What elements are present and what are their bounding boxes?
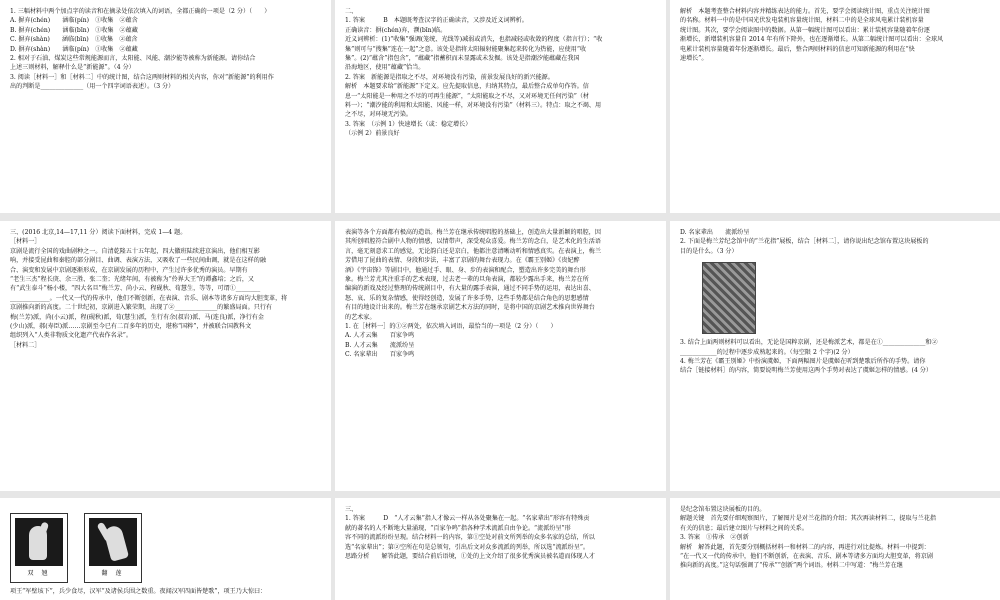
text-line: 芳借用了昆曲的表情、身段和步法，丰富了京剧的舞台表现力。在《霸王别姬》《贵妃醉	[345, 257, 580, 265]
text-line: 酒》《宇宙锋》等剧目中，他通过手、眼、身、步的表演和配合，塑造出许多完美的舞台形	[345, 266, 586, 274]
text-line: _____________。一代又一代的传承中，他们不断创新，在表演、音乐、剧本等诸多方面均大胆变革，将	[10, 294, 288, 302]
text-line: D. 名家辈出 流派纷呈	[680, 229, 750, 236]
text-line: 3. 阅读［材料一］和［材料二］中的统计图，结合这两则材料的相关内容，你对“新能源”的利用作	[10, 73, 274, 81]
text-line: 的艺术家。	[345, 313, 376, 321]
text-line: 有目的地设计出来的。梅兰芳在继承京剧艺术方法的同时，是将中国的京剧艺术推向世界舞台	[345, 304, 595, 312]
text-line: 2. 相对于石油、煤炭这些常规能源而言，太阳能、风能、潮汐能等被称为新能源。请你结合	[10, 55, 256, 63]
text-line: 有“武生泰斗”杨小楼，“四大名旦”梅兰芳、尚小云、程砚秋、荀慧生，等等，可谓①________	[10, 285, 261, 293]
page-5[interactable]	[335, 221, 666, 491]
text-line: 正确读音：摒(chén)弃，濒(bīn)临。	[345, 26, 447, 34]
text-line: B. 人才云集 流派纷呈	[345, 341, 415, 349]
text-line: 三、	[345, 506, 358, 513]
text-line: 目的是什么。（3 分）	[680, 247, 738, 255]
text-line: 怒、哀、乐的复杂情感，使得经创造，发展了许多手势，这些手势都是结合角色的思想感情	[345, 294, 589, 302]
text-line: B. 摒弃(chén) 涵临(bīn) ①收集 ②蕴藏	[10, 26, 138, 34]
text-line: 电累计装机容量随着年份逐渐增长。最后，整合两则材料的信息可知新能源的利用在“快	[680, 45, 915, 53]
text-line: 1. 三幅材料中两个加点字的读音和在摘录处依次填入的词语，全都正确的一项是（2 分）（ ）	[10, 8, 271, 15]
text-line: 1. 答案 B 本题既考查汉字的正确读音，又涉及近义词辨析。	[345, 17, 528, 25]
text-line: 的名称。材料一中的是中国光伏发电装机容量统计图，材料二中的是全球风电累计装机容量	[680, 17, 924, 25]
text-line: 项王“军壁垓下”，兵少食尽，汉军“及诸侯兵围之数重。夜闻汉军四面皆楚歌”，项王乃大惊曰：	[10, 588, 267, 595]
text-line: 言，毫无刻意求工的感觉，无论韵白还是京白，他都注意清晰动听和情感真实。在表演上，梅兰	[345, 247, 601, 255]
text-line: 沿海地区，使用“蕴藏”恰当。	[345, 64, 425, 72]
text-line: 统计图。其次，要学会阅读图中的数据。从第一幅统计图可以看出：累计装机容量随着年份逐	[680, 26, 930, 34]
page-7[interactable]	[0, 498, 331, 600]
page-6-text-top	[680, 228, 990, 256]
text-line: 京剧推向新的高度。二十世纪初，京剧进入繁荣期，出现了②______________的繁盛局面。只行有	[10, 304, 273, 312]
text-line: D. 摒弃(shàn) 涵临(pín) ①收集 ②蕴藏	[10, 45, 138, 53]
text-line: 解析 本题要求给“新能源”下定义。应先提取信息，归纳其特点，最后整合成单句作答。信	[345, 83, 589, 91]
text-line: 结合［链接材料］的内容，简要说明梅兰芳使用这两个手势对表达了虞姬怎样的情感。(4 分）	[680, 367, 932, 375]
text-line: 近义词辨析：(1)“收集”强调(笼统、光线等)减弱或消失，也指减轻或收敛的程度（指言行）；“收	[345, 36, 603, 44]
text-line: 有关的信息；最后建立图片与材料之间的关系。	[680, 524, 808, 532]
text-line: 组织列入“人类非物质文化遗产代表作名录”。	[10, 332, 133, 340]
text-line: (少山)派，郝(寿臣)派……京剧至今已有二百多年的历史，堪称“国粹”，并被联合国教科文	[10, 323, 252, 331]
text-line: 解题关键 首先要仔细观察图片，了解图片是对兰花指的介绍；其次再读材料二，提取与兰花指	[680, 515, 936, 523]
page-7-text	[10, 587, 321, 596]
gesture-figure-1	[10, 513, 68, 583]
text-line: 2. 下面是梅兰芳纪念馆中的“兰花指”展板，结合［材料二］，请你说出纪念馆布置这块展板的	[680, 238, 929, 246]
text-line: 选“名家辈出”；第②空所在句是总领句，引出后文对众多流派的列举，所以选“流派纷呈”。	[345, 543, 590, 551]
text-line: 渐增长，新增装机容量自 2014 年有所下降外，也在逐渐增长。从第二幅统计图可以看出：全球风	[680, 36, 944, 44]
text-line: 容不同的流派纷纷呈现。结合材料一的内容，第①空处对前文所列举的众多名家的总结，所以	[345, 534, 595, 542]
text-line: 集”。(2)“蕴含”指包含”，“蕴藏”指蓄积而未显露或未发掘。该处是指潮汐能蕴藏在我国	[345, 55, 580, 63]
page-3[interactable]	[670, 0, 1000, 213]
hand-gesture-figures	[10, 513, 321, 583]
page-2[interactable]	[335, 0, 666, 213]
text-line: ［材料一］	[10, 238, 41, 246]
text-line: 解析 本题考查整合材料内容并精练表达的能力。首先，要学会阅读统计图，重点关注统计图	[680, 8, 930, 15]
text-line: 表演等各个方面都有极高的造诣。梅兰芳在继承传统唱腔的基础上，创造出大量新颖的唱腔，因	[345, 229, 601, 236]
text-line: 上述三则材料，解释什么是“新能源”。（4 分）	[10, 64, 135, 72]
text-line: 是纪念馆布置这块展板的目的。	[680, 506, 766, 513]
gesture-caption-1: 双 翘	[27, 569, 51, 577]
text-line: 解析 解答此题，首先要分别概括材料一和材料二的内容，再进行对比提炼。材料一中提到：	[680, 543, 930, 551]
text-line: ____________的过程中逐步成熟起来的。（每空限 2 个字)(2 分）	[680, 348, 854, 356]
gesture-figure-2	[84, 513, 142, 583]
text-line: 3. 答案 （示例 1）快速增长（或：稳定增长）	[345, 120, 472, 128]
text-line: 合、演变和发展中京剧逐渐形成，在京剧发展的历程中，产生过许多优秀的演员。早期有	[10, 266, 248, 274]
text-line: 三、(2016 北京,14—17,11 分）阅读下面材料，完成 1—4 题。	[10, 229, 187, 236]
text-line: C. 名家辈出 百家争鸣	[345, 351, 415, 359]
text-line: A. 摒弃(chén) 涵临(pín) ①收集 ②蕴含	[10, 17, 138, 25]
text-line: 3. 答案 ①传承 ②创新	[680, 534, 749, 542]
page-4[interactable]	[0, 221, 331, 491]
page-9[interactable]	[670, 498, 1000, 600]
text-line: 息一“太阳能是一种用之不尽的可再生能源”，“太阳能取之不尽，又对环境无任何污染”（材	[345, 92, 590, 100]
text-line: 料一）；“潮汐能的利用和太阳能、风能一样，对环境没有污染”（材料三）。特点：取之不竭、用	[345, 102, 602, 110]
text-line: 集”则可与“搜集”连在一起”之意。该处是指将太阳辐射能聚集起来转化为热能，应使用“收	[345, 45, 587, 53]
text-line: 之不尽，对环境无污染。	[345, 111, 413, 119]
text-line: 其所创唱腔符合剧中人物的情感，以情带声，深受观众喜爱。梅兰芳的念白，是艺术化的生活语	[345, 238, 601, 246]
text-line: C. 摒弃(shàn) 涵临(bīn) ①收集 ②蕴含	[10, 36, 138, 44]
text-line: 响，并接受昆曲和秦腔的部分剧目、曲调、表演方法，又吸收了一些民间曲调，就是在这样的融	[10, 257, 266, 265]
text-line: A. 人才云集 百家争鸣	[345, 332, 415, 340]
text-line: 献的著名的人不断地大量涌现，“百家争鸣”指各种学术流派自由争论。“流派纷呈”形	[345, 524, 571, 532]
gesture-caption-2: 翻 莲	[101, 569, 125, 577]
page-1[interactable]	[0, 0, 331, 213]
text-line: 速增长”。	[680, 55, 708, 63]
text-line: 梅(兰芳)派，尚(小云)派，程(砚秋)派，荀(慧生)派，生行有余(叔岩)派、马(连良)派，净行有金	[10, 313, 264, 321]
text-line: 出的判断是______________（用一个四字词语表述）。（3 分）	[10, 83, 175, 91]
text-line: 象。梅兰芳尤其注重手的艺术表现，过去老一辈的旦角表演，都较少露出手来，梅兰芳在所	[345, 276, 589, 284]
text-line: 1. 在［材料一］的①②两处，依次填入词语，最恰当的一项是（2 分）（ ）	[345, 323, 557, 331]
text-line: （示例 2）前景良好	[345, 130, 400, 138]
page-8[interactable]	[335, 498, 666, 600]
text-line: 4. 梅兰芳在《霸王别姬》中扮演虞姬，下面两幅图片是虞姬在听到楚歌后所作的手势。请你	[680, 358, 926, 366]
text-line: “老生三杰”程长庚、余三胜、张二奎；光绪年间，有被称为“伶界大王”的谭鑫培；之后，又	[10, 276, 255, 284]
text-line: ［材料二］	[10, 341, 41, 349]
text-line: 京剧是流行全国的戏曲剧种之一。自清乾隆五十五年起，四大徽班陆续进京演出，他们相互影	[10, 247, 260, 255]
orchid-finger-exhibit-board-image	[702, 262, 756, 334]
text-line: 推向新的高度。”这句话强调了“传承”“创新”两个词语。材料二中写道：“梅兰芳在继	[680, 562, 903, 570]
text-line: 编演的新戏及经过整理的传统剧目中，有大量的露手表演，通过不同手势的运用，表达出喜、	[345, 285, 595, 293]
page-6[interactable]	[670, 221, 1000, 491]
page-6-text-bottom	[680, 338, 990, 376]
text-line: 2. 答案 新能源是指取之不尽，对环境没有污染，前景发展良好的新兴能源。	[345, 73, 554, 81]
text-line: “在一代又一代的传承中，他们不断创新，在表演、音乐、剧本等诸多方面均大胆变革，将京剧	[680, 553, 933, 561]
text-line: 1. 答案 D “人才云集”指人才像云一样从各处聚集在一起。“名家辈出”形容有特殊贡	[345, 515, 590, 523]
text-line: 思路分析 解答此题，要结合前后语境，①处的上文介绍了很多优秀演员被名道而体现人才	[345, 553, 595, 561]
text-line: 3. 结合上面两则材料可以看出，无论是国粹京剧，还是梅派艺术，都是在①______________和②	[680, 339, 938, 347]
text-line: 二、	[345, 8, 358, 15]
